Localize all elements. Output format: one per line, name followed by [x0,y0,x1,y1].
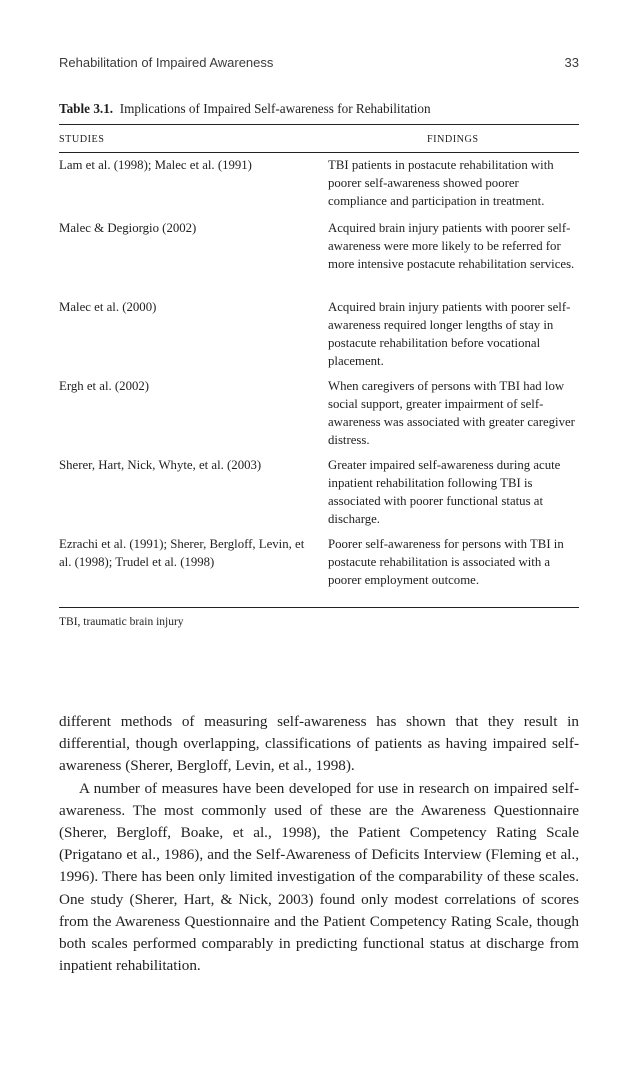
running-head [59,55,579,70]
table-top-rule [59,124,579,125]
table-caption [59,101,431,117]
findings-column-header: FINDINGS [427,134,479,145]
study-cell: Ezrachi et al. (1991); Sherer, Bergloff, Levin, et al. (1998); Trudel et al. (1998) [59,537,305,569]
body-text [59,711,579,977]
table-header-rule [59,152,579,153]
study-cell: Ergh et al. (2002) [59,379,150,393]
table-title: Implications of Impaired Self-awareness for Rehabilitation [119,101,431,116]
finding-cell: Poorer self-awareness for persons with TBI in postacute rehabilitation is associated with a poorer employment outcome. [328,537,564,587]
study-cell: Malec & Degiorgio (2002) [59,221,197,235]
body-paragraph: A number of measures have been developed for use in research on impaired self-awareness. The most commonly used of these are the Awareness Questionnaire (Sherer, Bergloff, Boake, et al., 1998), the Patient Competency Rating Scale (Prigatano et al., 1986), and the Self-Awareness of Deficits Interview (Fleming et al., 1996). There has been only limited investigation of the comparability of these scales. One study (Sherer, Hart, & Nick, 2003) found only modest correlations of scores from the Awareness Questionnaire and the Patient Competency Rating Scale, though both scales performed comparably in predicting functional status at discharge from inpatient rehabilitation. [59,779,579,975]
study-cell: Malec et al. (2000) [59,300,157,314]
finding-cell: Acquired brain injury patients with poorer self-awareness were more likely to be referred for more intensive postacute rehabilitation services. [328,221,575,271]
finding-cell: Acquired brain injury patients with poorer self-awareness required longer lengths of stay in postacute rehabilitation before vocational placement. [328,300,571,368]
table-footnote: TBI, traumatic brain injury [59,616,184,628]
finding-cell: When caregivers of persons with TBI had low social support, greater impairment of self-awareness was associated with greater caregiver distress. [328,379,575,447]
finding-cell: TBI patients in postacute rehabilitation with poorer self-awareness showed poorer compliance and participation in treatment. [328,158,554,208]
body-paragraph: different methods of measuring self-awareness has shown that they result in differential, though overlapping, classifications of patients as having impaired self-awareness (Sherer, Bergloff, Levin, et al., 1998). [59,713,579,775]
page-number: 33 [564,55,579,70]
table-label: Table 3.1. [59,101,114,116]
table-bottom-rule [59,607,579,608]
study-cell: Sherer, Hart, Nick, Whyte, et al. (2003) [59,458,262,472]
study-cell: Lam et al. (1998); Malec et al. (1991) [59,158,252,172]
studies-column-header: STUDIES [59,134,105,145]
running-title: Rehabilitation of Impaired Awareness [59,55,274,70]
finding-cell: Greater impaired self-awareness during acute inpatient rehabilitation following TBI is associated with poorer functional status at discharge. [328,458,561,526]
